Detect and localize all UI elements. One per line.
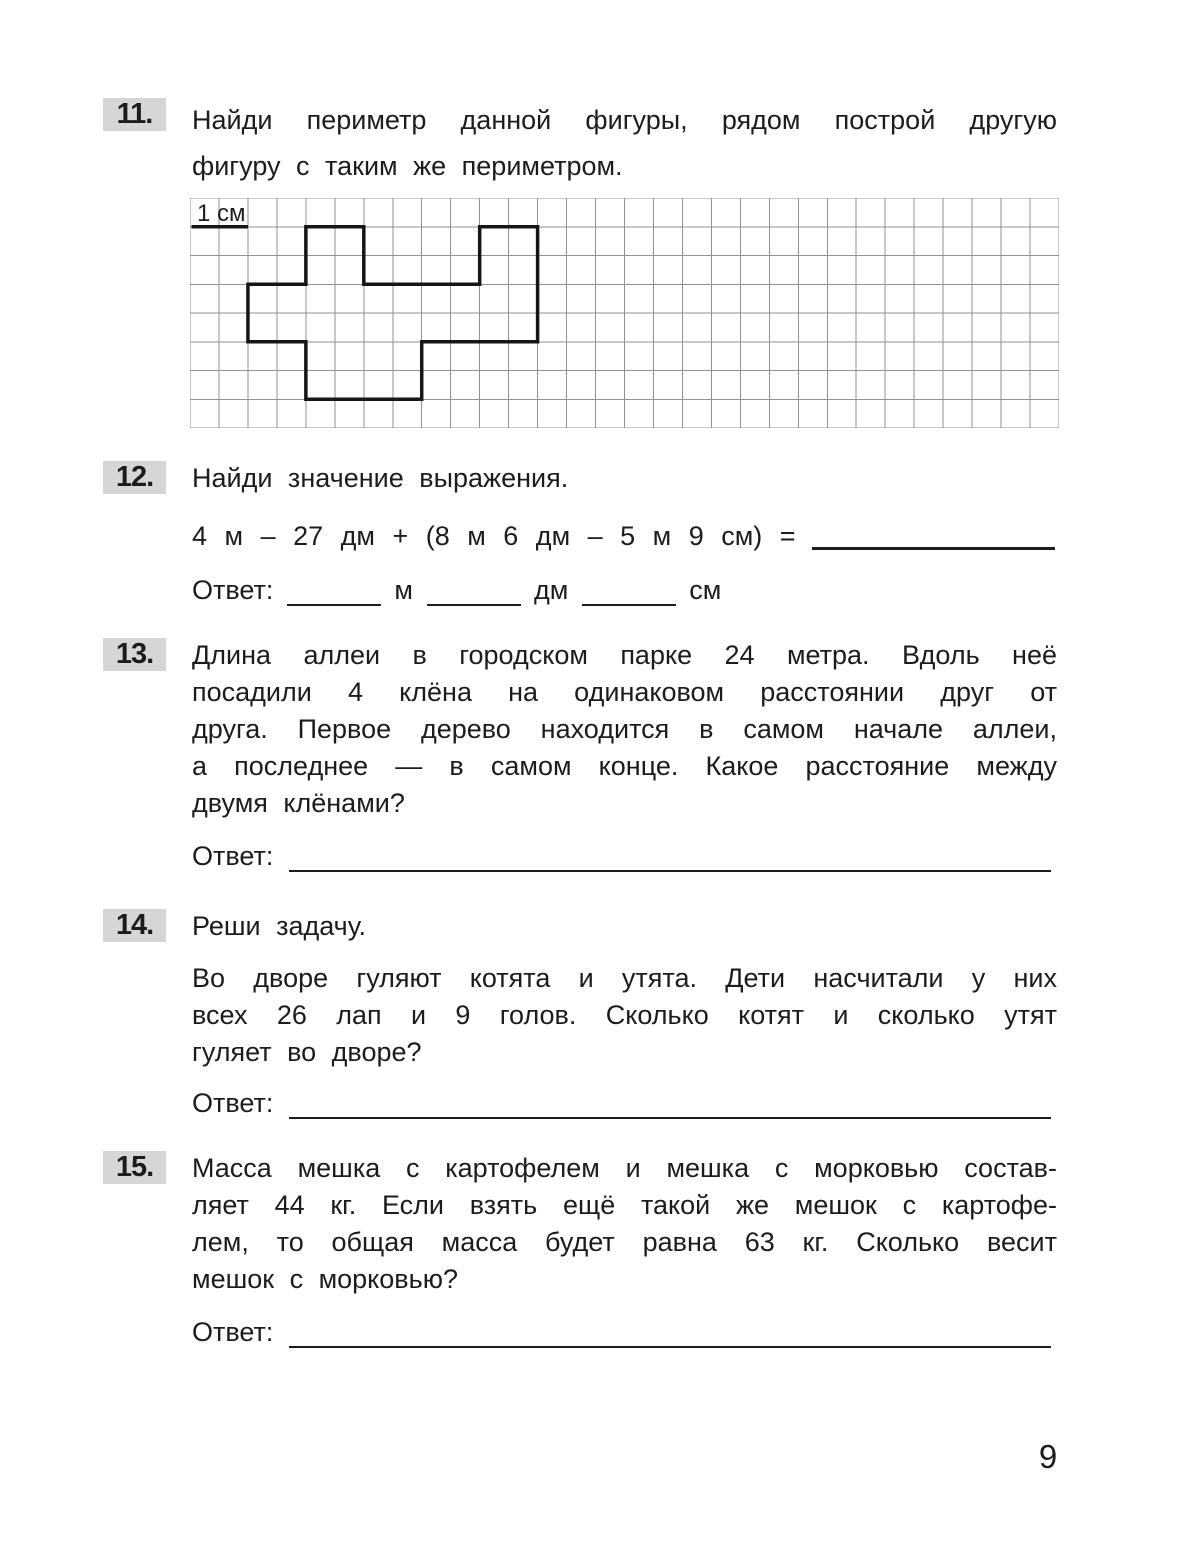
problem-11-number-badge: 11. bbox=[103, 98, 166, 131]
problem-14-answer-blank bbox=[289, 1111, 1051, 1119]
problem-12-expression-answer-blank bbox=[812, 541, 1055, 550]
problem-14 bbox=[103, 908, 1057, 1122]
centimeter-grid bbox=[190, 198, 1059, 428]
problem-14-answer-label: Ответ: bbox=[192, 1088, 274, 1118]
problem-14-title: Реши задачу. bbox=[192, 911, 367, 941]
problem-15-text-line-1: Масса мешка с картофелем и мешка с морковью состав- bbox=[192, 1153, 1057, 1183]
problem-13-answer-label: Ответ: bbox=[192, 841, 274, 871]
problem-12-answer-blank-m bbox=[287, 598, 381, 606]
problem-14-text-line-1: Во дворе гуляют котята и утята. Дети насчитали у них bbox=[192, 963, 1057, 993]
problem-13-text-line-4: а последнее — в самом конце. Какое расстояние между bbox=[192, 751, 1057, 781]
problem-15-text-line-3: лем, то общая масса будет равна 63 кг. Сколько весит bbox=[192, 1227, 1057, 1257]
problem-14-text-line-3: гуляет во дворе? bbox=[192, 1037, 422, 1067]
problem-13-text-line-3: друга. Первое дерево находится в самом начале аллеи, bbox=[192, 714, 1057, 744]
problem-12-answer-label: Ответ: bbox=[192, 575, 274, 605]
problem-12-answer-blank-dm bbox=[427, 598, 521, 606]
problem-15-number-badge: 15. bbox=[103, 1151, 166, 1184]
page-number: 9 bbox=[1038, 1438, 1058, 1475]
problem-13 bbox=[103, 637, 1057, 875]
problem-13-answer-blank bbox=[289, 864, 1051, 872]
problem-11 bbox=[103, 97, 1057, 189]
problem-15 bbox=[103, 1150, 1057, 1351]
problem-12-unit-cm: см bbox=[689, 575, 722, 605]
grid-lines bbox=[190, 198, 1059, 428]
problem-15-answer-blank bbox=[289, 1340, 1051, 1348]
problem-13-text-line-2: посадили 4 клёна на одинаковом расстоянии друг от bbox=[192, 677, 1057, 707]
problem-12-title: Найди значение выражения. bbox=[192, 463, 569, 493]
problem-12-answer-blank-cm bbox=[582, 598, 676, 606]
problem-13-text-line-5: двумя клёнами? bbox=[192, 788, 405, 818]
problem-13-number-badge: 13. bbox=[103, 638, 166, 671]
problem-12-expression: 4 м – 27 дм + (8 м 6 дм – 5 м 9 см) = bbox=[192, 521, 796, 551]
grid-figure-svg bbox=[190, 198, 1059, 428]
problem-11-text-line-2: фигуру с таким же периметром. bbox=[192, 151, 623, 181]
problem-12-unit-m: м bbox=[394, 575, 413, 605]
problem-15-text-line-4: мешок с морковью? bbox=[192, 1264, 458, 1294]
problem-11-text-line-1: Найди периметр данной фигуры, рядом построй другую bbox=[192, 105, 1057, 135]
problem-14-number-badge: 14. bbox=[103, 909, 166, 942]
problem-12 bbox=[103, 460, 1057, 609]
problem-15-answer-label: Ответ: bbox=[192, 1317, 274, 1347]
scale-label: 1 см bbox=[197, 200, 246, 227]
problem-12-number-badge: 12. bbox=[103, 461, 166, 494]
problem-13-text-line-1: Длина аллеи в городском парке 24 метра. Вдоль неё bbox=[192, 640, 1057, 670]
problem-15-text-line-2: ляет 44 кг. Если взять ещё такой же мешок с картофе- bbox=[192, 1190, 1057, 1220]
problem-14-text-line-2: всех 26 лап и 9 голов. Сколько котят и сколько утят bbox=[192, 1000, 1057, 1030]
problem-12-unit-dm: дм bbox=[533, 575, 569, 605]
